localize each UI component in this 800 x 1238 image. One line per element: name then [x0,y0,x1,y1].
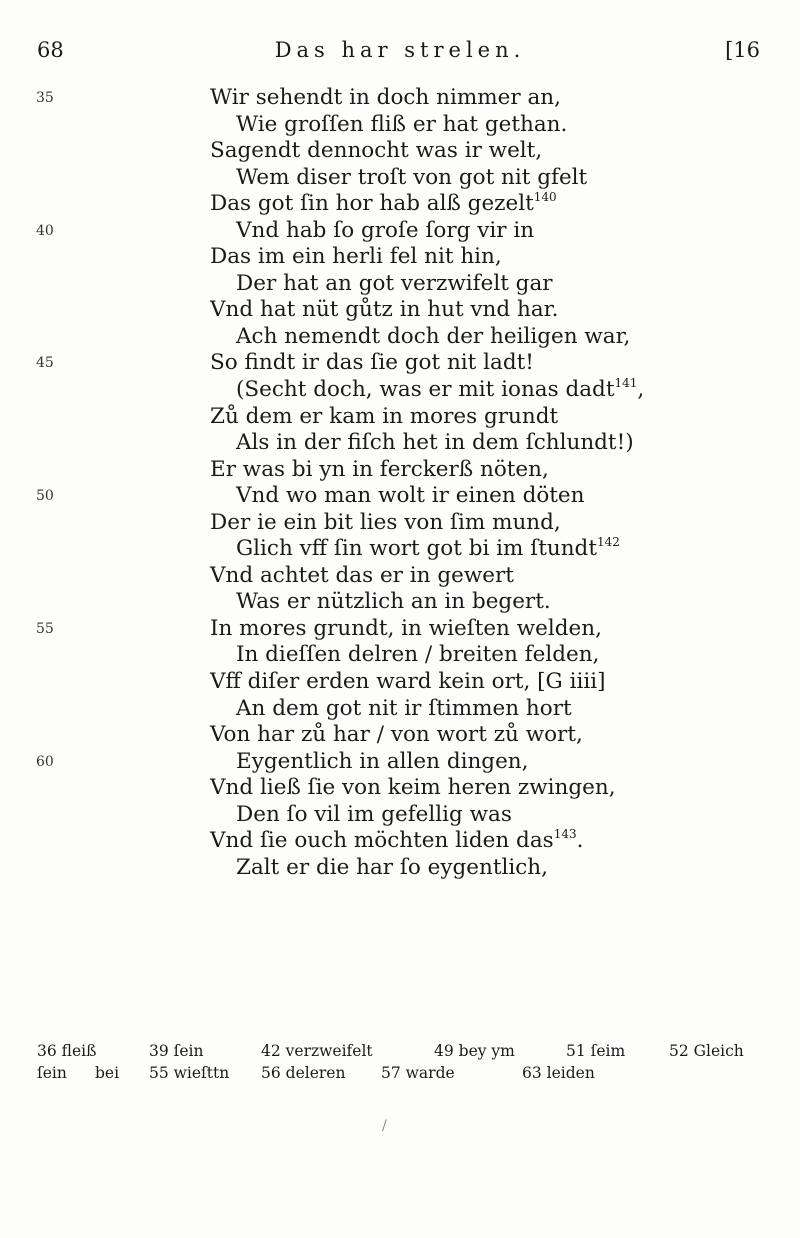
line-number: 35 [36,90,54,106]
footnote-ref: 141 [614,376,638,391]
verse-words: Vnd hab ſo groſe ſorg vir in [236,217,535,243]
verse-line [0,457,800,484]
verse-text [236,430,634,457]
verse-line [0,85,800,112]
verse-text [210,510,561,537]
verse-line [0,112,800,139]
verse-words: Vnd achtet das er in gewert [210,562,514,588]
verse-words: Sagendt dennocht was ir welt, [210,138,543,164]
verse-words: Als in der fiſch het in dem ſchlundt!) [236,430,634,456]
verse-text [210,669,605,696]
verse-line [0,297,800,324]
verse-text [236,855,548,882]
verse-text [210,85,561,112]
verse-words: Der hat an got verzwifelt gar [236,270,553,296]
verse-words: Eygentlich in allen dingen, [236,748,529,774]
verse-text [236,112,567,139]
page-number: 68 [37,38,64,62]
verse-text [210,244,502,271]
verse-block [0,85,800,881]
verse-line [0,510,800,537]
verse-text [210,404,558,431]
verse-line [0,669,800,696]
verse-line [0,722,800,749]
verse-text [236,696,572,723]
verse-words: Glich vff ſin wort got bi im ſtundt [236,536,597,562]
verse-line [0,430,800,457]
critical-apparatus [0,1040,800,1084]
verse-line [0,350,800,377]
verse-text [236,271,553,298]
verse-words: Vff diſer erden ward kein ort, [G iiii] [210,669,606,695]
verse-words: Der ie ein bit lies von ſim mund, [210,509,561,535]
apparatus-entry: 42 verzweifelt [261,1042,373,1060]
verse-line [0,191,800,218]
verse-words: Vnd ließ ſie von keim heren zwingen, [210,775,616,801]
verse-line [0,404,800,431]
verse-words: In mores grundt, in wieſten welden, [210,615,602,641]
footnote-ref: 143 [553,827,577,842]
verse-words: Was er nützlich an in begert. [236,589,551,615]
verse-words: Wie groſſen fliß er hat gethan. [236,111,568,137]
verse-text [210,457,549,484]
verse-words: Zalt er die har ſo eygentlich, [236,854,548,880]
verse-line [0,828,800,855]
apparatus-entry: 63 leiden [522,1064,595,1082]
verse-text [236,642,599,669]
verse-words: So findt ir das ſie got nit ladt! [210,350,534,376]
trailing-punctuation: , [637,377,645,403]
verse-line [0,802,800,829]
verse-text [210,191,557,218]
verse-words: Den ſo vil im gefellig was [236,801,512,827]
verse-text [210,350,534,377]
section-mark: [16 [725,38,760,62]
trailing-punctuation: . [576,828,584,854]
verse-words: Von har zů har / von wort zů wort, [210,722,583,748]
verse-words: Ach nemendt doch der heiligen war, [236,323,631,349]
verse-words: Vnd wo man wolt ir einen döten [236,483,585,509]
verse-line [0,642,800,669]
verse-text [236,483,585,510]
verse-text [236,218,534,245]
verse-words: In dieſſen delren / breiten felden, [236,642,600,668]
verse-text [236,324,630,351]
verse-words: Er was bi yn in ferckerß nöten, [210,456,549,482]
verse-line [0,855,800,882]
apparatus-entry: ſein [37,1064,67,1082]
verse-words: Vnd ſie ouch möchten liden das [210,828,554,854]
apparatus-row-1 [0,1040,800,1062]
verse-line [0,536,800,563]
verse-line [0,324,800,351]
apparatus-entry: 56 deleren [261,1064,346,1082]
verse-line [0,775,800,802]
verse-text [210,616,602,643]
line-number: 60 [36,753,54,770]
apparatus-entry: 49 bey ym [434,1042,515,1060]
verse-text [210,775,616,802]
apparatus-entry: bei [95,1064,120,1082]
verse-text [210,828,583,855]
verse-line [0,138,800,165]
verse-line [0,589,800,616]
apparatus-entry: 39 ſein [149,1042,204,1060]
verse-line [0,749,800,776]
verse-words: Wir sehendt in doch nimmer an, [210,85,561,110]
verse-line [0,483,800,510]
apparatus-entry: 55 wieſttn [149,1064,230,1082]
verse-line [0,244,800,271]
verse-words: Vnd hat nüt gůtz in hut vnd har. [210,297,559,323]
verse-line [0,218,800,245]
verse-text [236,536,620,563]
verse-line [0,563,800,590]
apparatus-entry: 51 ſeim [566,1042,626,1060]
verse-text [236,589,551,616]
line-number: 45 [36,355,54,372]
verse-words: Wem diser troſt von got nit gfelt [236,164,588,190]
verse-text [236,377,644,404]
verse-line [0,616,800,643]
footnote-ref: 142 [596,535,620,550]
verse-text [236,749,528,776]
line-number: 40 [36,222,54,239]
verse-words: Das got ſin hor hab alß gezelt [210,191,534,217]
apparatus-entry: 57 warde [381,1064,455,1082]
page-header [0,38,800,78]
verse-words: Zů dem er kam in mores grundt [210,403,559,429]
running-title: Das har strelen. [274,38,526,62]
verse-text [210,138,542,165]
verse-words: Das im ein herli fel nit hin, [210,244,502,270]
verse-line [0,271,800,298]
verse-line [0,696,800,723]
verse-text [236,802,512,829]
apparatus-entry: 52 Gleich [669,1042,744,1060]
verse-text [210,722,583,749]
verse-words: (Secht doch, was er mit ionas dadt [236,377,615,403]
footnote-ref: 140 [533,190,557,205]
apparatus-row-2 [0,1062,800,1084]
verse-words: An dem got nit ir ſtimmen hort [236,695,572,721]
stray-mark: / [382,1118,387,1134]
line-number: 55 [36,620,54,637]
verse-line [0,165,800,192]
verse-text [236,165,587,192]
verse-text [210,297,558,324]
verse-line [0,377,800,404]
line-number: 50 [36,488,54,505]
verse-text [210,563,514,590]
apparatus-entry: 36 fleiß [37,1042,97,1060]
